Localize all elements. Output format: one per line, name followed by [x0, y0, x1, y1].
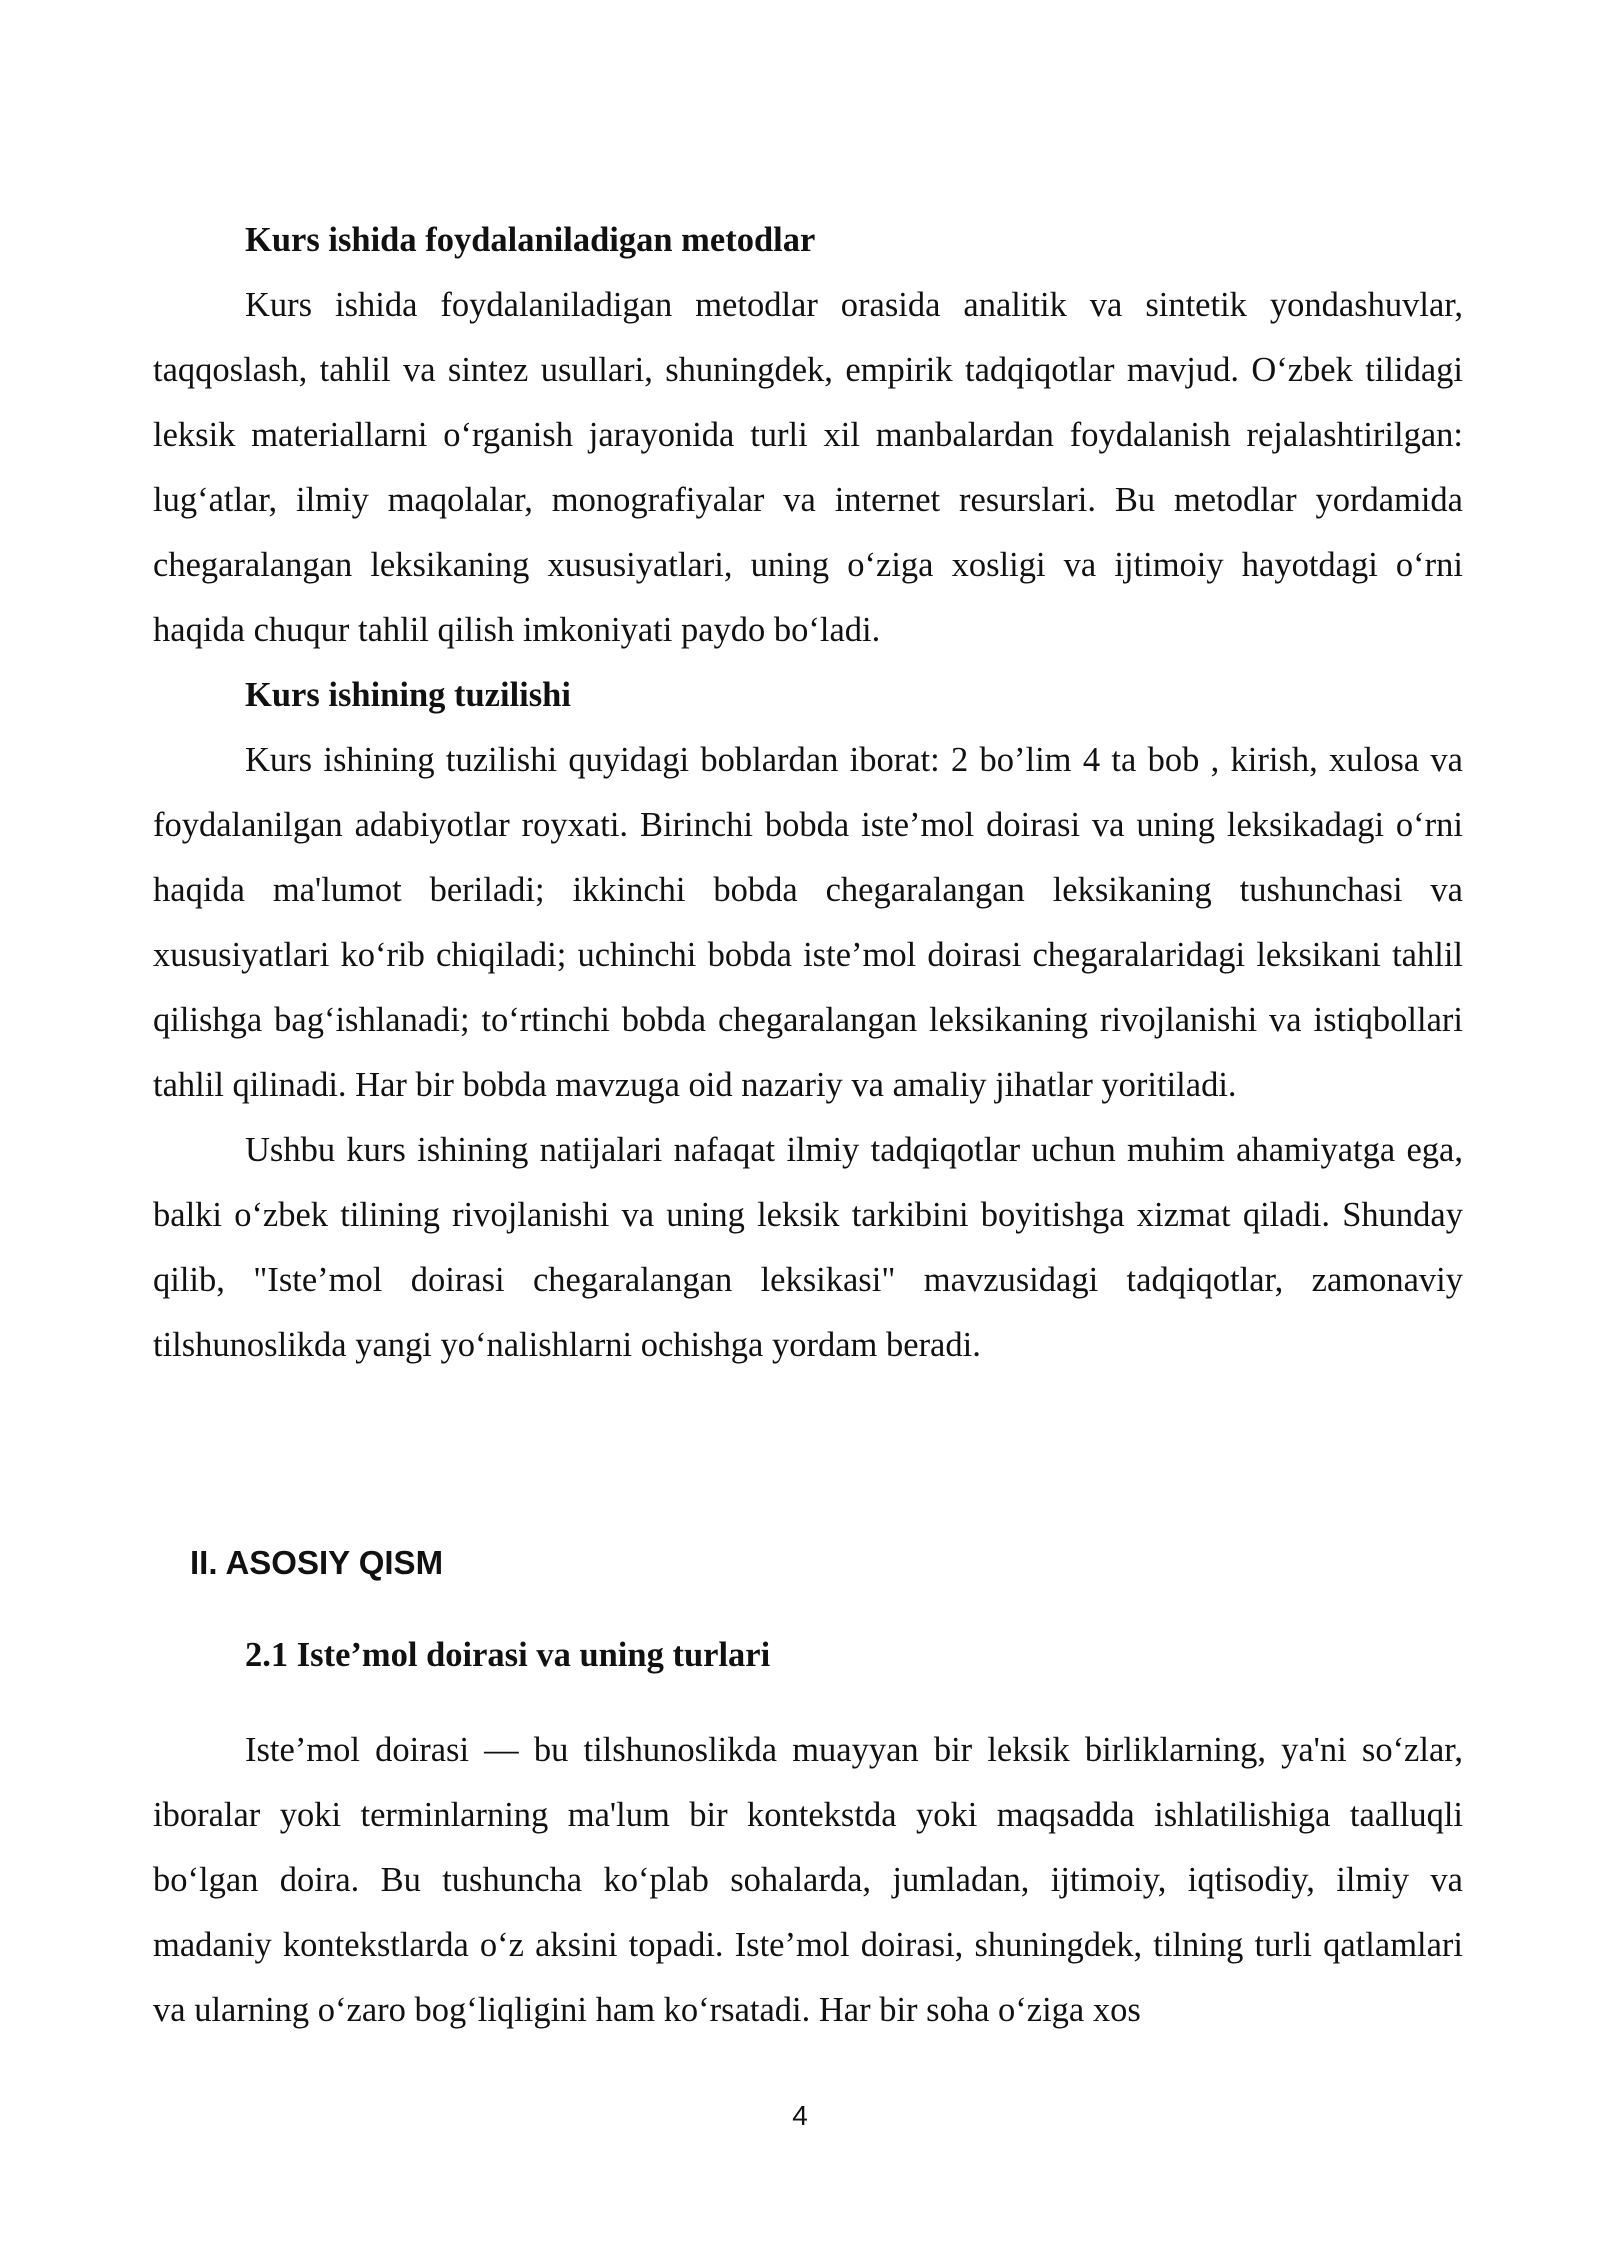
page-number: 4	[792, 2100, 808, 2131]
subsection-paragraph: Iste’mol doirasi — bu tilshunoslikda muayyan bir leksik birliklarning, ya'ni so‘zlar, iboralar yoki terminlarning ma'lum bir kontekstda yoki maqsadda ishlatilishiga taalluqli bo‘lgan doira. Bu tushuncha ko‘plab sohalarda, jumladan, ijtimoiy, iqtisodiy, ilmiy va madaniy kontekstlarda o‘z aksini topadi. Iste’mol doirasi, shuningdek, tilning turli qatlamlari va ularning o‘zaro bog‘liqligini ham ko‘rsatadi. Har bir soha o‘ziga xos	[153, 1731, 1463, 2029]
results-paragraph: Ushbu kurs ishining natijalari nafaqat ilmiy tadqiqotlar uchun muhim ahamiyatga ega, balki o‘zbek tilining rivojlanishi va uning leksik tarkibini boyitishga xizmat qiladi. Shunday qilib, "Iste’mol doirasi chegaralangan leksikasi" mavzusidagi tadqiqotlar, zamonaviy tilshunoslikda yangi yo‘nalishlarni ochishga yordam beradi.	[153, 1131, 1463, 1364]
methods-heading: Kurs ishida foydalaniladigan metodlar	[245, 221, 816, 259]
intro-content	[153, 208, 1463, 1378]
subsection-content	[153, 1718, 1463, 2043]
main-part-title: II. ASOSIY QISM	[190, 1544, 444, 1581]
subsection-title: 2.1 Iste’mol doirasi va uning turlari	[245, 1636, 771, 1674]
structure-paragraph: Kurs ishining tuzilishi quyidagi boblardan iborat: 2 bo’lim 4 ta bob , kirish, xulosa va foydalanilgan adabiyotlar royxati. Birinchi bobda iste’mol doirasi va uning leksikadagi o‘rni haqida ma'lumot beriladi; ikkinchi bobda chegaralangan leksikaning tushunchasi va xususiyatlari ko‘rib chiqiladi; uchinchi bobda iste’mol doirasi chegaralaridagi leksikani tahlil qilishga bag‘ishlanadi; to‘rtinchi bobda chegaralangan leksikaning rivojlanishi va istiqbollari tahlil qilinadi. Har bir bobda mavzuga oid nazariy va amaliy jihatlar yoritiladi.	[153, 741, 1463, 1104]
structure-heading: Kurs ishining tuzilishi	[245, 676, 571, 714]
methods-paragraph: Kurs ishida foydalaniladigan metodlar orasida analitik va sintetik yondashuvlar, taqqoslash, tahlil va sintez usullari, shuningdek, empirik tadqiqotlar mavjud. O‘zbek tilidagi leksik materiallarni o‘rganish jarayonida turli xil manbalardan foydalanish rejalashtirilgan: lug‘atlar, ilmiy maqolalar, monografiyalar va internet resurslari. Bu metodlar yordamida chegaralangan leksikaning xususiyatlari, uning o‘ziga xosligi va ijtimoiy hayotdagi o‘rni haqida chuqur tahlil qilish imkoniyati paydo bo‘ladi.	[153, 286, 1463, 649]
